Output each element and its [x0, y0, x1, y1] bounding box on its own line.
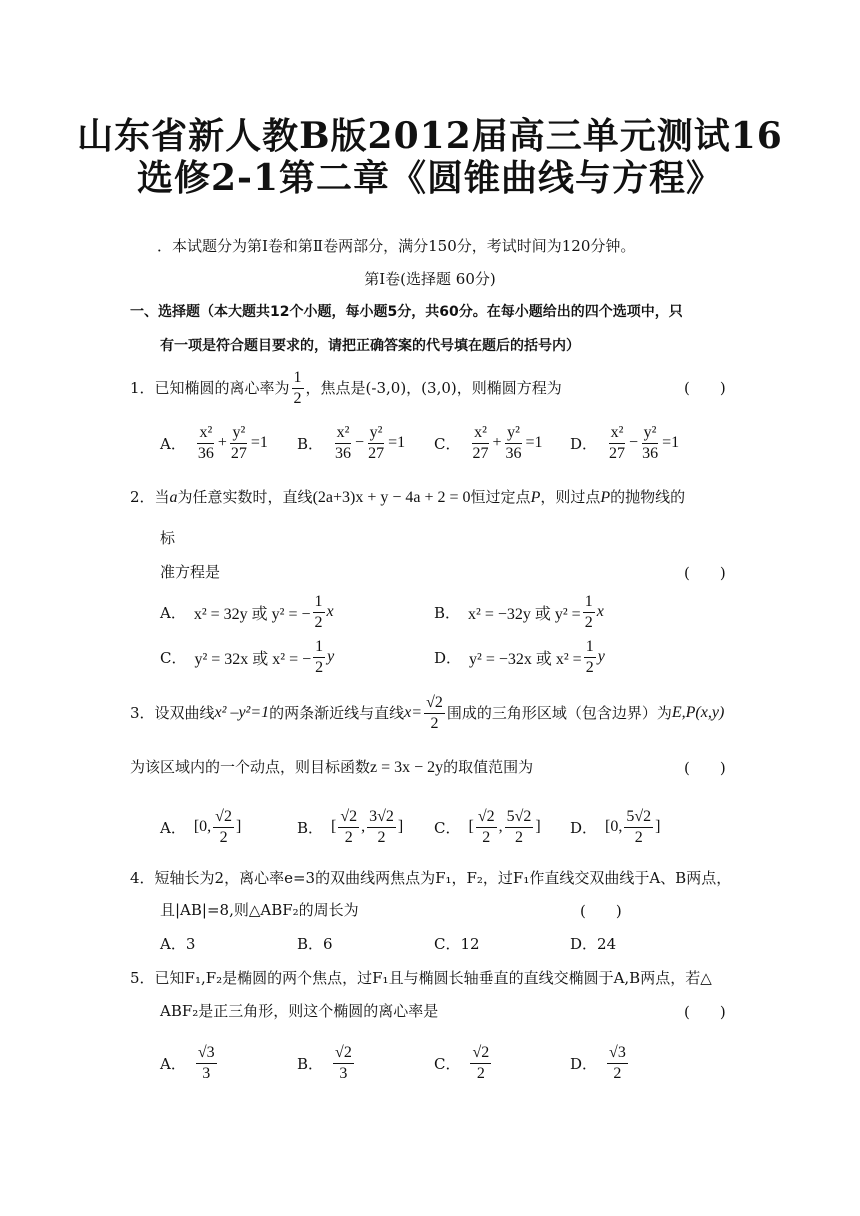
q5-answer-paren: ( ) [684, 1003, 726, 1021]
q1-option-a: A． $\frac{\text{x²}}{36}$ + $\frac{\text{y²}}{27}$ =1 [160, 423, 268, 462]
q3-option-a: A． [ 0 , $\frac{√2}{2}$ ] [160, 807, 242, 846]
question-1-stem [130, 366, 562, 410]
q3-text-line2: 为该区域内的一个动点，则目标函数z = 3x − 2y的取值范围为 [130, 758, 534, 776]
q4-option-b: B．6 [297, 935, 333, 953]
q5-text-line2: ABF₂是正三角形，则这个椭圆的离心率是 [160, 1002, 439, 1020]
intro-text: ．本试题分为第Ⅰ卷和第Ⅱ卷两部分，满分150分，考试时间为120分钟。 [157, 237, 636, 255]
q1-eccentricity-fraction: $\frac{1}{2}$ [293, 368, 302, 407]
q2-option-c: C． y² = 32x 或 x² = − $\frac{1}{2}$ y [160, 637, 335, 676]
page-title-line1: 山东省新人教B版2012届高三单元测试16 [77, 115, 783, 157]
q3-option-b: B． [ $\frac{√2}{2}$ , $\frac{3√2}{2}$ ] [297, 807, 404, 846]
q4-option-d: D．24 [570, 935, 617, 953]
q1-text-cont: ，焦点是(-3,0)，(3,0)，则椭圆方程为 [305, 379, 562, 397]
part-one-heading: 一、选择题（本大题共12个小题，每小题5分，共60分。在每小题给出的四个选项中，只 [130, 304, 683, 320]
q2-option-b: B． x² = −32y 或 y² = $\frac{1}{2}$ x [434, 592, 604, 631]
q3-option-d: D． [ 0 , $\frac{5√2}{2}$ ] [570, 807, 661, 846]
q1-option-b: B． $\frac{\text{x²}}{36}$ − $\frac{\text{y²}}{27}$ =1 [297, 423, 406, 462]
q2-option-a: A． x² = 32y 或 y² = − $\frac{1}{2}$ x [160, 592, 334, 631]
section-heading: 第Ⅰ卷(选择题 60分) [364, 270, 496, 288]
q5-option-b: B． $\frac{√2}{3}$ [297, 1043, 352, 1082]
question-3-stem: 3．设双曲线 x² –y²=1 的两条渐近线与直线 x= $\frac{√2}{2}$ 围成的三角形区域（包含边界）为 E,P(x,y) [130, 693, 725, 732]
q4-answer-paren: ( ) [580, 902, 622, 920]
q2-text-line2: 标 [160, 529, 176, 547]
q4-option-a: A．3 [160, 935, 196, 953]
q5-option-d: D． $\frac{√3}{2}$ [570, 1043, 626, 1082]
question-5-stem: 5．已知F₁,F₂是椭圆的两个焦点，过F₁且与椭圆长轴垂直的直线交椭圆于A,B两点，若△ [130, 969, 712, 987]
q1-option-c: C． $\frac{\text{x²}}{27}$ + $\frac{\text{y²}}{36}$ =1 [434, 423, 543, 462]
question-2-stem: 2．当a为任意实数时，直线(2a+3)x + y − 4a + 2 = 0恒过定点P，则过点P的抛物线的 [130, 488, 686, 506]
q4-text-line2: 且|AB|=8,则△ABF₂的周长为 [160, 901, 359, 919]
q3-answer-paren: ( ) [684, 759, 726, 777]
q4-option-c: C．12 [434, 935, 480, 953]
q2-option-d: D． y² = −32x 或 x² = $\frac{1}{2}$ y [434, 637, 605, 676]
page-title-line2: 选修2-1第二章《圆锥曲线与方程》 [136, 157, 724, 199]
q1-answer-paren: ( ) [684, 379, 726, 397]
q5-option-a: A． $\frac{√3}{3}$ [160, 1043, 215, 1082]
q5-option-c: C． $\frac{√2}{2}$ [434, 1043, 490, 1082]
q1-option-d: D． $\frac{\text{x²}}{27}$ − $\frac{\text{y²}}{36}$ =1 [570, 423, 680, 462]
question-4-stem: 4．短轴长为2，离心率e=3的双曲线两焦点为F₁，F₂，过F₁作直线交双曲线于A、B两点， [130, 869, 732, 887]
q3-option-c: C． [ $\frac{√2}{2}$ , $\frac{5√2}{2}$ ] [434, 807, 541, 846]
q2-answer-paren: ( ) [684, 564, 726, 582]
q2-text-line3: 准方程是 [160, 563, 221, 581]
q1-text: 1．已知椭圆的离心率为 [130, 379, 290, 397]
part-one-heading-cont: 有一项是符合题目要求的，请把正确答案的代号填在题后的括号内） [160, 338, 580, 354]
